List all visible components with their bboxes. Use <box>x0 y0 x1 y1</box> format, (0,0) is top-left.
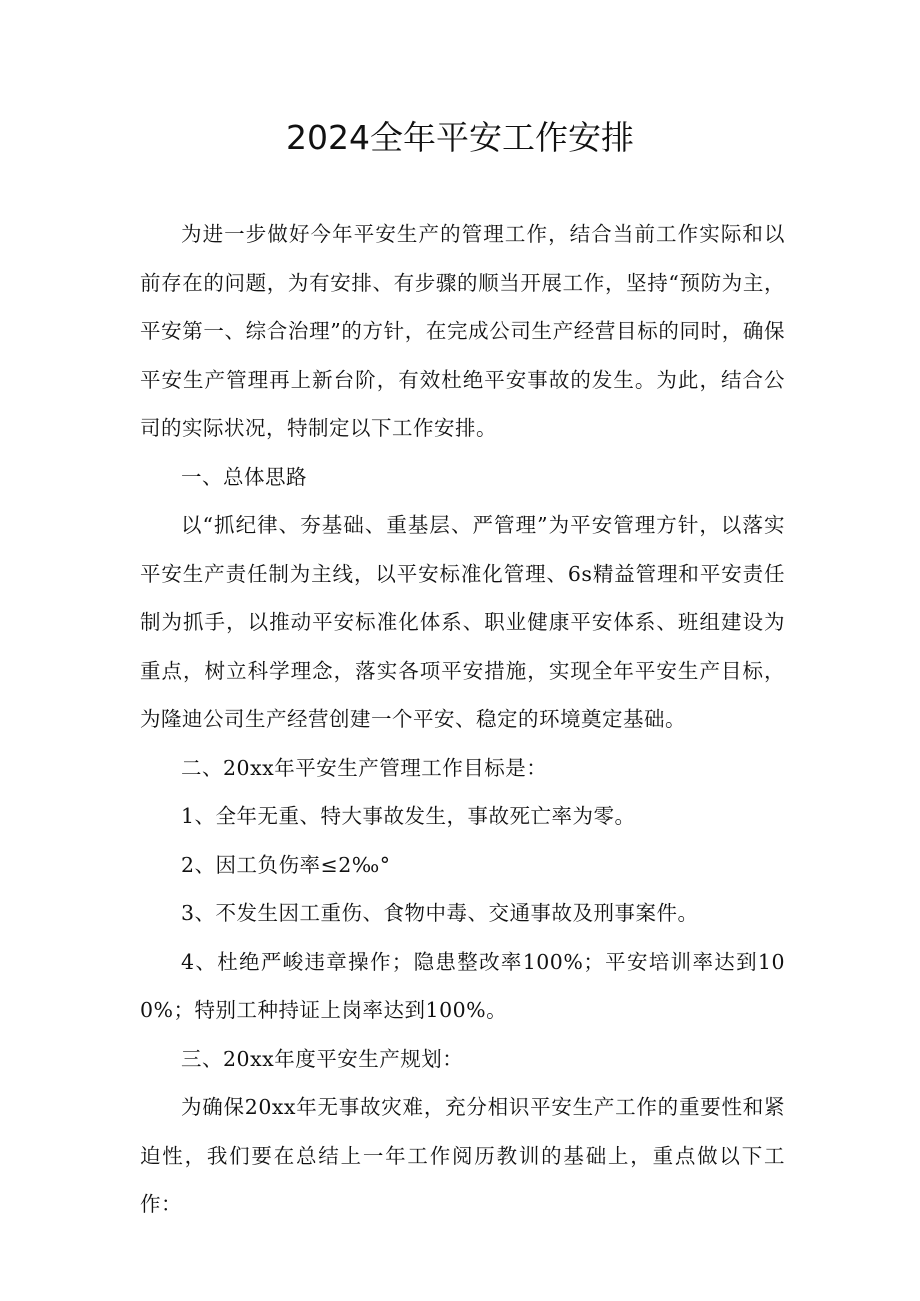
goal-item-3: 3、不发生因工重伤、食物中毒、交通事故及刑事案件。 <box>181 901 699 925</box>
section-heading-overall-approach: 一、总体思路 <box>181 464 307 489</box>
section-heading-plan: 三、20xx年度平安生产规划： <box>181 1046 464 1071</box>
overall-approach-paragraph: 以“抓纪律、夯基础、重基层、严管理”为平安管理方针，以落实平安生产责任制为主线，以平安标准化管理、6s精益管理和平安责任制为抓手，以推动平安标准化体系、职业健康平安体系、班组建设为重点，树立科学理念，落实各项平安措施，实现全年平安生产目标，为隆迪公司生产经营创建一个平安、稳定的环境奠定基础。 <box>140 513 785 731</box>
intro-paragraph: 为进一步做好今年平安生产的管理工作，结合当前工作实际和以前存在的问题，为有安排、有步骤的顺当开展工作，坚持“预防为主，平安第一、综合治理”的方针，在完成公司生产经营目标的同时，确保平安生产管理再上新台阶，有效杜绝平安事故的发生。为此，结合公司的实际状况，特制定以下工作安排。 <box>140 222 785 440</box>
section-heading-goals: 二、20xx年平安生产管理工作目标是： <box>181 755 548 780</box>
plan-paragraph: 为确保20xx年无事故灾难，充分相识平安生产工作的重要性和紧迫性，我们要在总结上一年工作阅历教训的基础上，重点做以下工作： <box>140 1095 785 1216</box>
goal-item-4: 4、杜绝严峻违章操作；隐患整改率100%；平安培训率达到100%；特别工种持证上岗率达到100%。 <box>140 949 785 1022</box>
goal-item-1: 1、全年无重、特大事故发生，事故死亡率为零。 <box>181 804 636 828</box>
document-title: 2024全年平安工作安排 <box>286 118 634 157</box>
document-body <box>140 210 785 1229</box>
goal-item-2: 2、因工负伤率≤2‰° <box>181 852 391 877</box>
